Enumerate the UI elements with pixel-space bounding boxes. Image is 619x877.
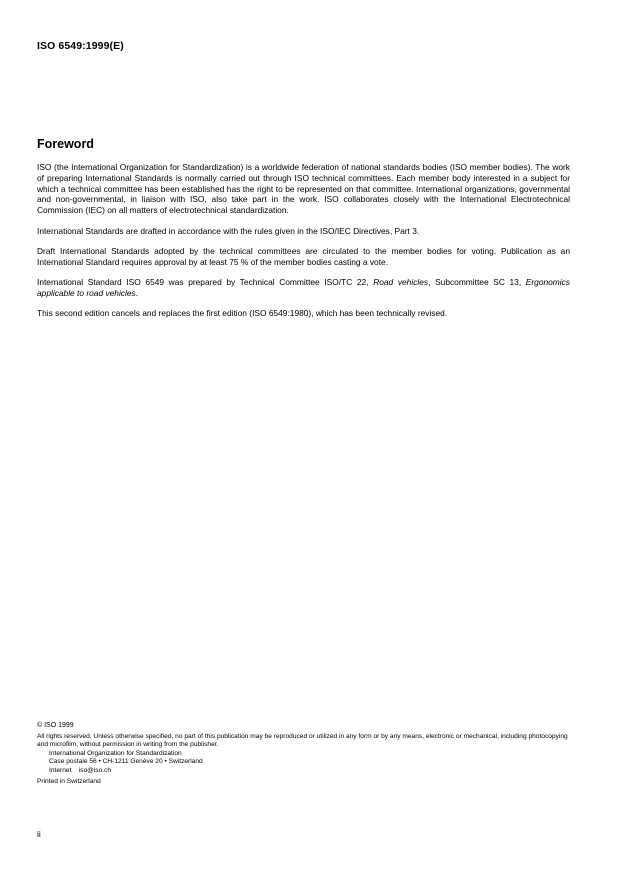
foreword-paragraph-4 bbox=[37, 277, 570, 299]
org-address: Case postale 56 • CH-1211 Genève 20 • Switzerland bbox=[49, 758, 203, 766]
internet-email: iso@iso.ch bbox=[78, 766, 112, 774]
foreword-title: Foreword bbox=[37, 137, 94, 151]
internet-label: Internet bbox=[49, 766, 72, 774]
page-number: ii bbox=[37, 829, 41, 839]
foreword-paragraph-1: ISO (the International Organization for Standardization) is a worldwide federation of national standards bodies (ISO member bodies). The work of preparing International Standards is normally carried out through ISO technical committees. Each member body interested in a subject for which a technical committee has been established has the right to be represented on that committee. International organizations, governmental and non-governmental, in liaison with ISO, also take part in the work. ISO collaborates closely with the International Electrotechnical Commission (IEC) on all matters of electrotechnical standardization. bbox=[37, 162, 570, 216]
foreword-paragraph-5: This second edition cancels and replaces the first edition (ISO 6549:1980), which has been technically revised. bbox=[37, 308, 448, 319]
rights-statement: All rights reserved. Unless otherwise specified, no part of this publication may be reproduced or utilized in any form or by any means, electronic or mechanical, including photocopying and microfilm, without permission in writing from the publisher. bbox=[37, 732, 568, 749]
p4-subcommittee-name: Ergonomics applicable to road vehicles bbox=[37, 277, 570, 299]
copyright-line: © ISO 1999 bbox=[37, 722, 74, 729]
document-id: ISO 6549:1999(E) bbox=[37, 40, 124, 52]
p4-text-c: . bbox=[135, 288, 139, 299]
printed-in: Printed in Switzerland bbox=[37, 777, 101, 785]
foreword-body bbox=[37, 162, 570, 329]
org-internet bbox=[37, 767, 577, 776]
foreword-paragraph-3: Draft International Standards adopted by the technical committees are circulated to the member bodies for voting. Publication as an International Standard requires approval by at least 75 % of the member bodies casting a vote. bbox=[37, 246, 570, 268]
p4-committee-name: Road vehicles bbox=[373, 277, 429, 288]
p4-text-a: International Standard ISO 6549 was prepared by Technical Committee ISO/TC 22, bbox=[37, 277, 369, 288]
foreword-paragraph-2: International Standards are drafted in accordance with the rules given in the ISO/IEC Directives, Part 3. bbox=[37, 225, 420, 236]
org-name: International Organization for Standardization bbox=[49, 749, 182, 757]
copyright-footer bbox=[37, 722, 577, 786]
p4-text-b: , Subcommittee SC 13, bbox=[428, 277, 522, 288]
